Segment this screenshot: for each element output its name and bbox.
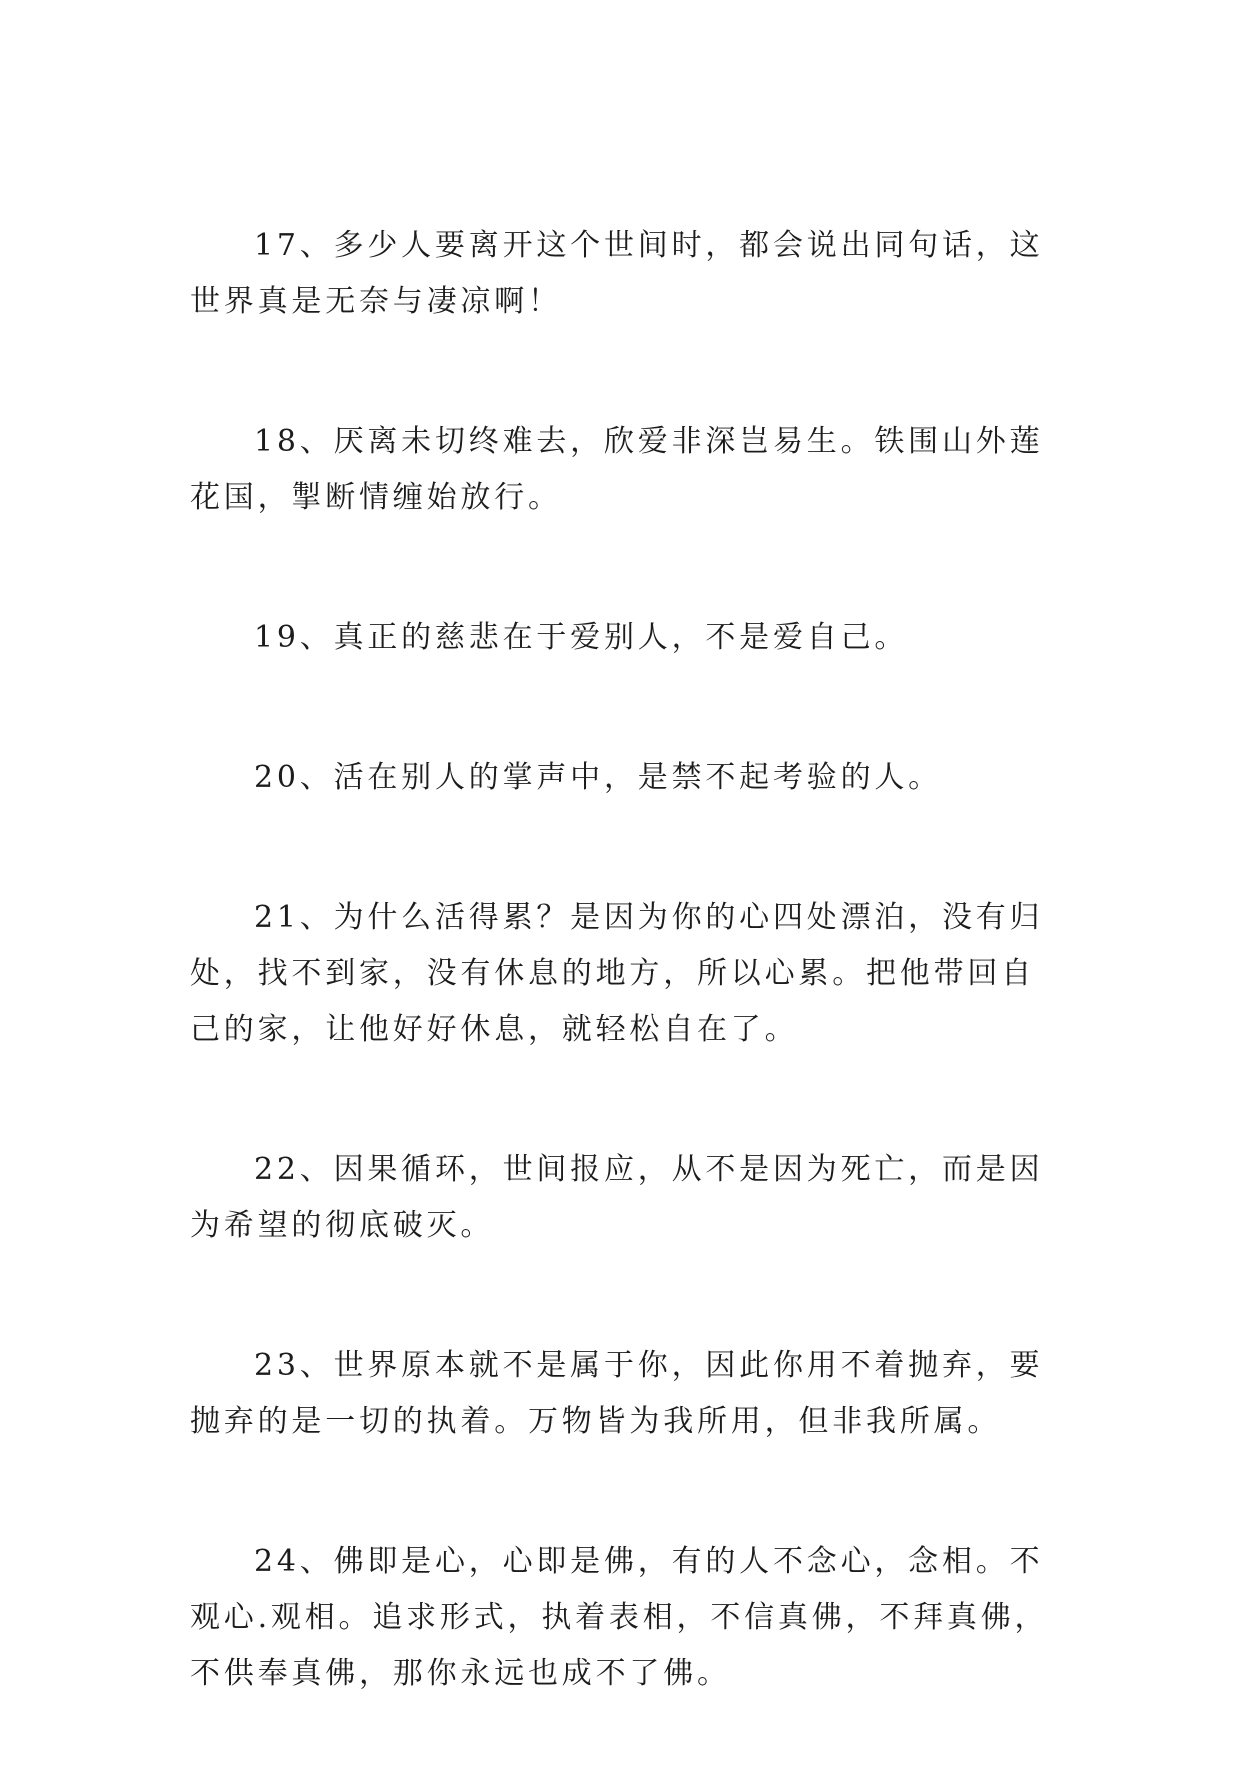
quote-paragraph-22: 22、因果循环，世间报应，从不是因为死亡，而是因为希望的彻底破灭。 xyxy=(190,1152,1044,1243)
quote-paragraph-19: 19、真正的慈悲在于爱别人，不是爱自己。 xyxy=(254,620,909,655)
quote-paragraph-17: 17、多少人要离开这个世间时，都会说出同句话，这世界真是无奈与凄凉啊！ xyxy=(190,228,1044,319)
quote-paragraph-20: 20、活在别人的掌声中，是禁不起考验的人。 xyxy=(254,760,942,795)
quote-paragraph-18: 18、厌离未切终难去，欣爱非深岂易生。铁围山外莲花国，掣断情缠始放行。 xyxy=(190,424,1044,515)
quote-paragraph-21: 21、为什么活得累？是因为你的心四处漂泊，没有归处，找不到家，没有休息的地方，所以心累。把他带回自己的家，让他好好休息，就轻松自在了。 xyxy=(190,900,1044,1047)
document-body xyxy=(190,218,1052,1786)
quote-paragraph-23: 23、世界原本就不是属于你，因此你用不着抛弃，要抛弃的是一切的执着。万物皆为我所用，但非我所属。 xyxy=(190,1348,1044,1439)
quote-paragraph-24: 24、佛即是心，心即是佛，有的人不念心，念相。不观心.观相。追求形式，执着表相，不信真佛，不拜真佛，不供奉真佛，那你永远也成不了佛。 xyxy=(190,1544,1049,1691)
